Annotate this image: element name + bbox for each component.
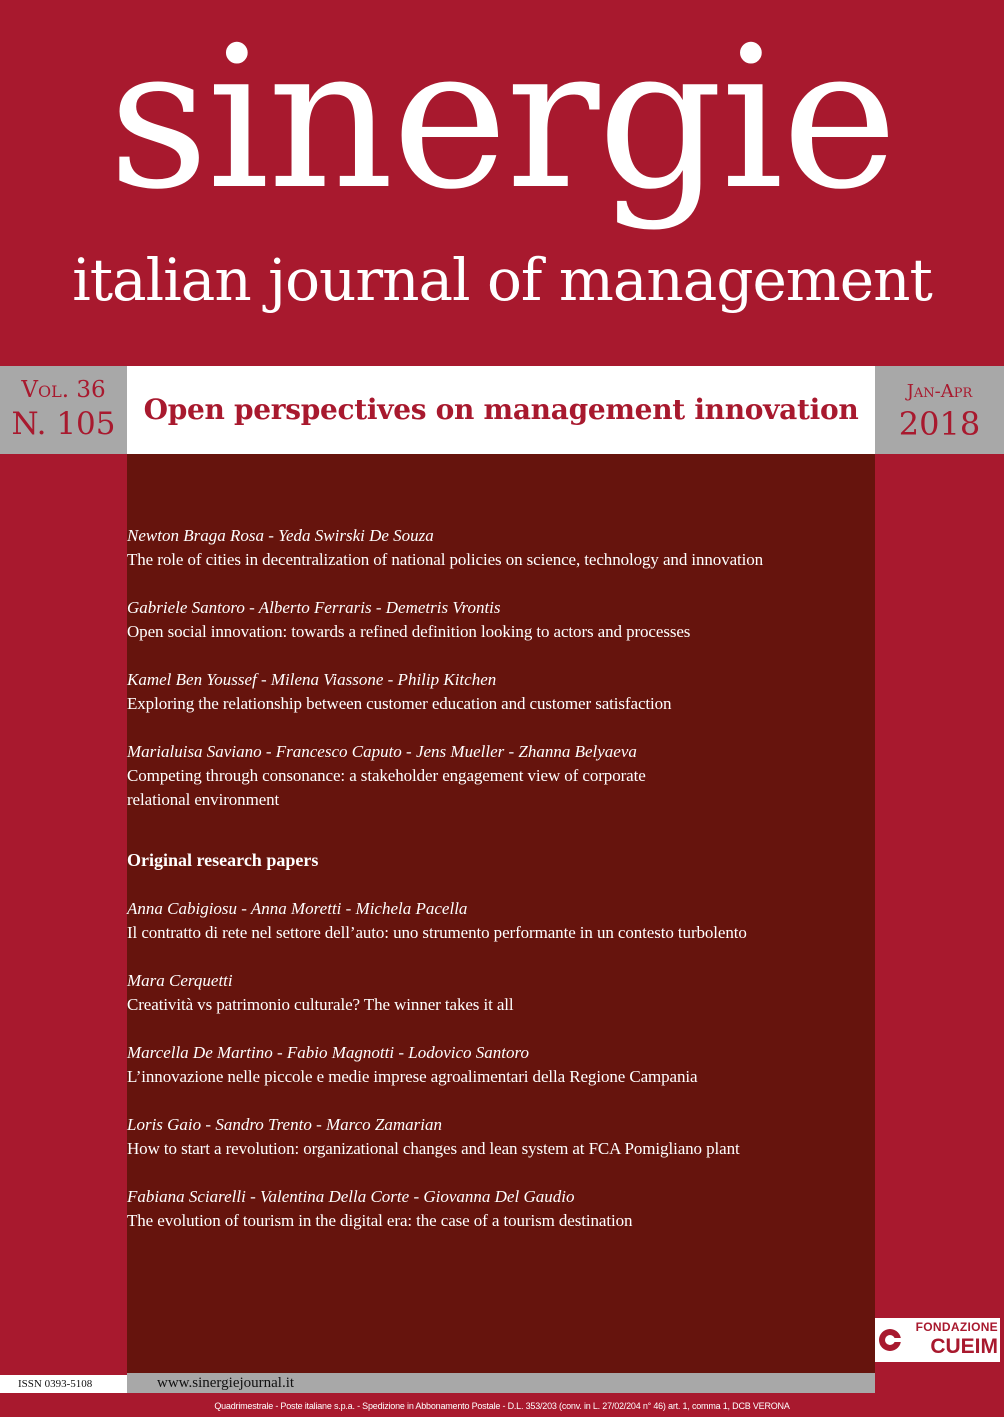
table-of-contents (127, 524, 867, 1257)
article-authors: Mara Cerquetti (127, 971, 233, 990)
article-authors: Newton Braga Rosa - Yeda Swirski De Souza (127, 526, 434, 545)
article-item (127, 969, 867, 1017)
journal-subtitle: italian journal of management (72, 246, 932, 314)
article-item (127, 897, 867, 945)
article-authors: Gabriele Santoro - Alberto Ferraris - Demetris Vrontis (127, 598, 501, 617)
article-item (127, 740, 867, 812)
issue-year: 2018 (898, 405, 981, 443)
article-authors: Fabiana Sciarelli - Valentina Della Corte - Giovanna Del Gaudio (127, 1187, 575, 1206)
website-link[interactable]: www.sinergiejournal.it (127, 1373, 875, 1393)
article-item (127, 596, 867, 644)
article-title: How to start a revolution: organizational changes and lean system at FCA Pomigliano plant (127, 1139, 740, 1158)
article-authors: Marialuisa Saviano - Francesco Caputo - Jens Mueller - Zhanna Belyaeva (127, 742, 637, 761)
journal-title: sinergie (108, 5, 896, 233)
logo-line-1: FONDAZIONE (915, 1320, 998, 1334)
issue-theme: Open perspectives on management innovation (143, 393, 859, 426)
article-authors: Marcella De Martino - Fabio Magnotti - Lodovico Santoro (127, 1043, 529, 1062)
issue-number: N. 105 (11, 406, 116, 442)
article-item (127, 524, 867, 572)
article-title: Exploring the relationship between customer education and customer satisfaction (127, 694, 672, 713)
article-title: Il contratto di rete nel settore dell’auto: uno strumento performante in un contesto turbolento (127, 923, 747, 942)
article-authors: Kamel Ben Youssef - Milena Viassone - Philip Kitchen (127, 670, 497, 689)
issn-label: ISSN 0393-5108 (0, 1375, 127, 1393)
cueim-logo (875, 1318, 1000, 1362)
legal-notice: Quadrimestrale - Poste italiane s.p.a. - Spedizione in Abbonamento Postale - D.L. 353/203 (conv. in L. 27/02/204 n° 46) art. 1, comma 1, DCB VERONA (214, 1401, 790, 1411)
volume-label: Vol. 36 (21, 377, 106, 403)
article-item (127, 1185, 867, 1233)
article-title: The role of cities in decentralization of national policies on science, technology and innovation (127, 550, 764, 569)
section-heading: Original research papers (127, 850, 319, 870)
article-authors: Anna Cabigiosu - Anna Moretti - Michela Pacella (127, 899, 468, 918)
article-authors: Loris Gaio - Sandro Trento - Marco Zamarian (127, 1115, 442, 1134)
article-title-line-1: Competing through consonance: a stakeholder engagement view of corporate (127, 766, 646, 785)
issue-period: Jan-Apr (906, 381, 973, 402)
article-item (127, 1113, 867, 1161)
article-title: Open social innovation: towards a refined definition looking to actors and processes (127, 622, 691, 641)
article-item (127, 668, 867, 716)
logo-line-2: CUEIM (930, 1335, 998, 1358)
article-title: The evolution of tourism in the digital era: the case of a tourism destination (127, 1211, 633, 1230)
article-title: Creatività vs patrimonio culturale? The winner takes it all (127, 995, 514, 1014)
article-title: L’innovazione nelle piccole e medie imprese agroalimentari della Regione Campania (127, 1067, 698, 1086)
article-item (127, 1041, 867, 1089)
cueim-logo-mark-icon (877, 1324, 903, 1356)
article-title-line-2: relational environment (127, 790, 280, 809)
